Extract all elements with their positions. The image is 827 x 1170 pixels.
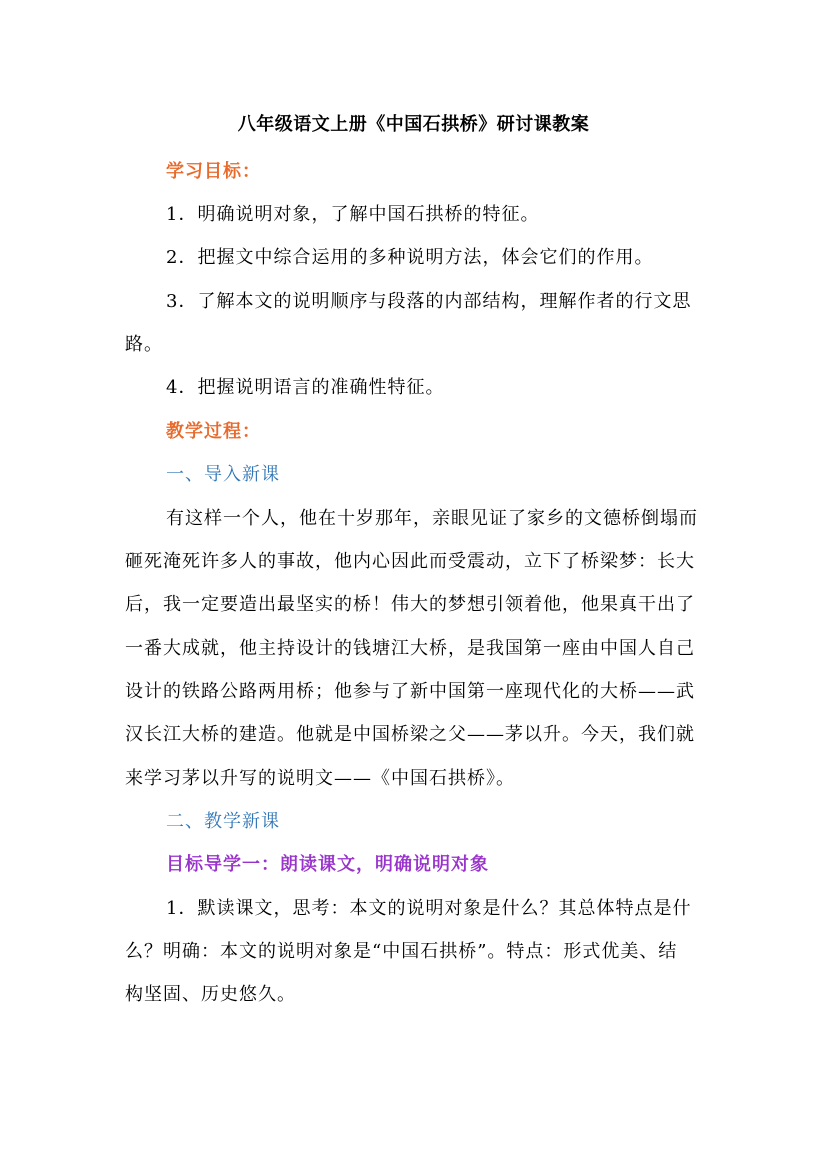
intro-line: 砸死淹死许多人的事故，他内心因此而受震动，立下了桥梁梦：长大 [125,551,695,572]
question-line: 1．默读课文，思考：本文的说明对象是什么？其总体特点是什 [166,898,692,919]
document-title: 八年级语文上册《中国石拱桥》研讨课教案 [237,114,590,135]
intro-line: 后，我一定要造出最坚实的桥！伟大的梦想引领着他，他果真干出了 [125,594,695,615]
section-1-heading: 一、导入新课 [166,464,280,485]
intro-line: 汉长江大桥的建造。他就是中国桥梁之父——茅以升。今天，我们就 [125,724,695,745]
question-line: 构坚固、历史悠久。 [125,984,296,1005]
objective-3-line-2: 路。 [125,334,163,355]
goal-1-heading: 目标导学一：朗读课文，明确说明对象 [166,854,489,875]
intro-line: 设计的铁路公路两用桥；他参与了新中国第一座现代化的大桥——武 [125,681,695,702]
objective-4: 4．把握说明语言的准确性特征。 [166,377,445,398]
section-2-heading: 二、教学新课 [166,811,280,832]
process-heading: 教学过程： [166,421,261,442]
objective-3-line-1: 3．了解本文的说明顺序与段落的内部结构，理解作者的行文思 [166,291,692,312]
question-line: 么？明确：本文的说明对象是“中国石拱桥”。特点：形式优美、结 [125,941,678,962]
objectives-heading: 学习目标： [166,161,261,182]
intro-line: 一番大成就，他主持设计的钱塘江大桥，是我国第一座由中国人自己 [125,638,695,659]
intro-line: 来学习茅以升写的说明文——《中国石拱桥》。 [125,768,515,789]
objective-1: 1．明确说明对象，了解中国石拱桥的特征。 [166,204,540,225]
intro-line: 有这样一个人，他在十岁那年，亲眼见证了家乡的文德桥倒塌而 [166,508,698,529]
objective-2: 2．把握文中综合运用的多种说明方法，体会它们的作用。 [166,247,654,268]
